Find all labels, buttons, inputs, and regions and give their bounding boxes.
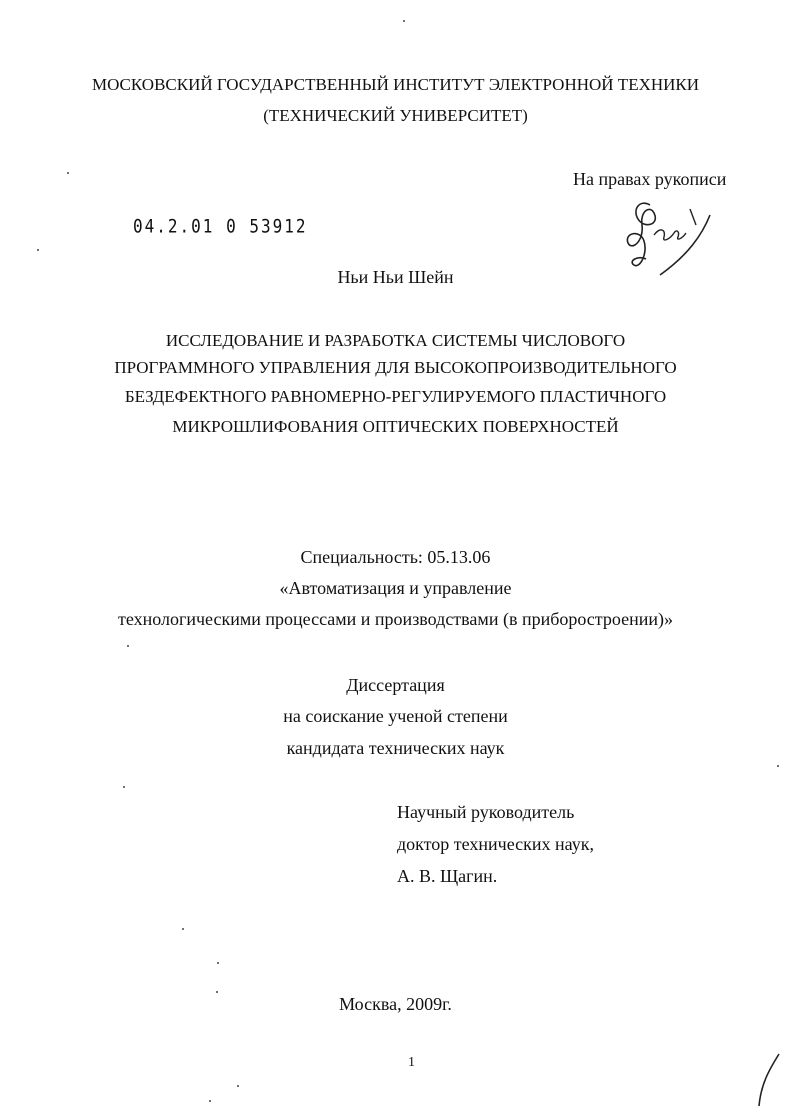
scan-speck bbox=[123, 786, 125, 788]
scan-speck bbox=[67, 172, 69, 174]
author-name: Ньи Ньи Шейн bbox=[337, 267, 454, 287]
scan-speck bbox=[37, 249, 39, 251]
scan-speck bbox=[216, 991, 218, 993]
scan-speck bbox=[209, 1100, 211, 1102]
dissertation-label: Диссертация bbox=[346, 675, 445, 695]
scan-speck bbox=[777, 765, 779, 767]
corner-stroke bbox=[755, 1050, 785, 1109]
page-number: 1 bbox=[408, 1055, 415, 1070]
registration-number: 04.2.01 0 53912 bbox=[133, 215, 308, 237]
specialty-name-1: «Автоматизация и управление bbox=[279, 578, 512, 598]
institute-subtitle: (ТЕХНИЧЕСКИЙ УНИВЕРСИТЕТ) bbox=[263, 106, 528, 125]
supervisor-degree: доктор технических наук, bbox=[397, 834, 594, 854]
scan-speck bbox=[403, 20, 405, 22]
scan-speck bbox=[237, 1085, 239, 1087]
title-line-1: ИССЛЕДОВАНИЕ И РАЗРАБОТКА СИСТЕМЫ ЧИСЛОВОГО bbox=[165, 331, 626, 350]
scan-speck bbox=[217, 962, 219, 964]
specialty-name-2: технологическими процессами и производствами (в приборостроении)» bbox=[117, 609, 673, 629]
scan-speck bbox=[127, 645, 129, 647]
place-year: Москва, 2009г. bbox=[339, 994, 452, 1014]
title-line-2: ПРОГРАММНОГО УПРАВЛЕНИЯ ДЛЯ ВЫСОКОПРОИЗВОДИТЕЛЬНОГО bbox=[114, 358, 677, 377]
dissertation-degree-2: кандидата технических наук bbox=[286, 738, 505, 758]
scan-speck bbox=[182, 928, 184, 930]
title-line-3: БЕЗДЕФЕКТНОГО РАВНОМЕРНО-РЕГУЛИРУЕМОГО ПЛАСТИЧНОГО bbox=[124, 387, 667, 406]
supervisor-name: А. В. Щагин. bbox=[397, 866, 498, 886]
specialty-code: Специальность: 05.13.06 bbox=[300, 547, 491, 567]
manuscript-note: На правах рукописи bbox=[573, 169, 727, 189]
institute-name: МОСКОВСКИЙ ГОСУДАРСТВЕННЫЙ ИНСТИТУТ ЭЛЕКТРОННОЙ ТЕХНИКИ bbox=[91, 75, 700, 94]
supervisor-label: Научный руководитель bbox=[397, 802, 575, 822]
dissertation-degree-1: на соискание ученой степени bbox=[283, 706, 508, 726]
title-line-4: МИКРОШЛИФОВАНИЯ ОПТИЧЕСКИХ ПОВЕРХНОСТЕЙ bbox=[172, 417, 619, 436]
